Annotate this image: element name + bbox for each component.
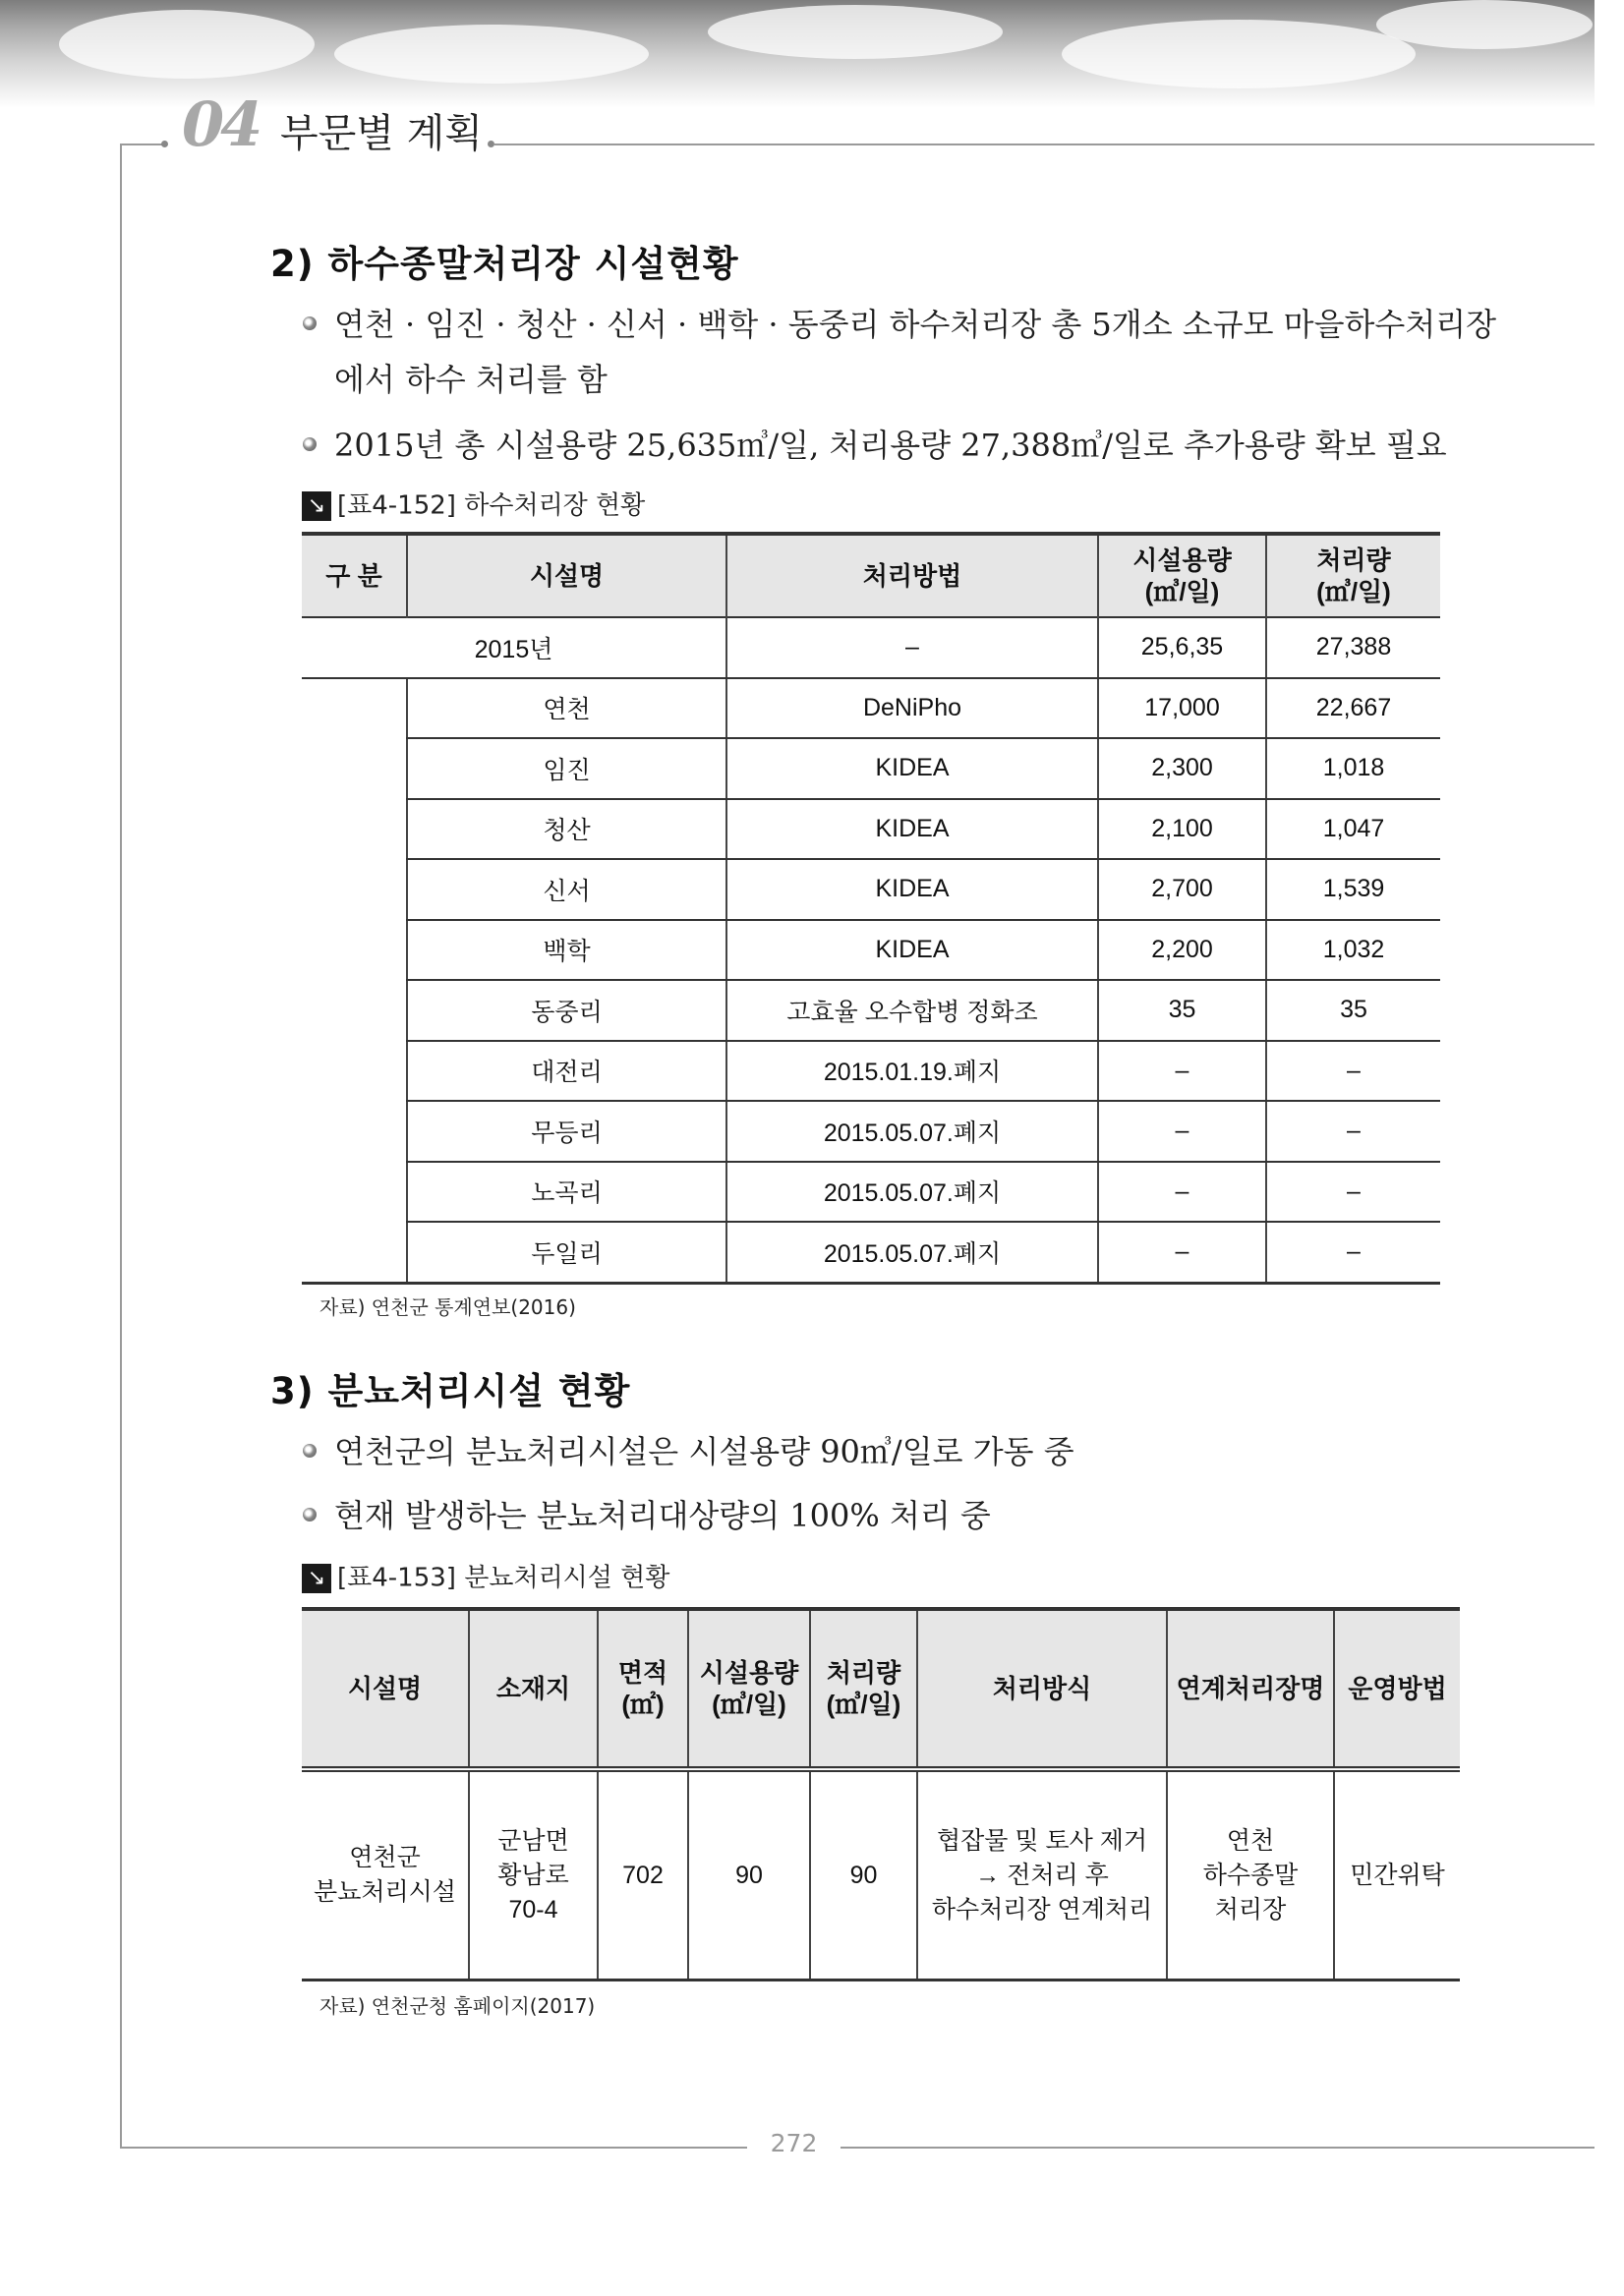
table-cell: 청산 (407, 799, 726, 860)
table-cell: 임진 (407, 738, 726, 799)
table-row (302, 1041, 1440, 1102)
table-cell: 1,539 (1266, 859, 1440, 920)
table-cell (302, 1222, 407, 1283)
table-cell: 2015.01.19.폐지 (726, 1041, 1098, 1102)
table-header-row (302, 534, 1440, 617)
column-header: 시설명 (302, 1609, 469, 1769)
table-cell (302, 678, 407, 739)
table-cell (302, 859, 407, 920)
table-cell: 2015.05.07.폐지 (726, 1101, 1098, 1162)
table-cell: 35 (1266, 980, 1440, 1041)
table-source: 자료) 연천군 통계연보(2016) (319, 1295, 576, 1319)
table-caption: ↘ [표4-153] 분뇨처리시설 현황 (302, 1561, 669, 1595)
table-cell: – (1266, 1222, 1440, 1283)
table-cell: 90 (810, 1769, 917, 1980)
table-cell (302, 799, 407, 860)
column-header: 시설용량 (㎥/일) (688, 1609, 810, 1769)
table-cell: DeNiPho (726, 678, 1098, 739)
table-row (302, 738, 1440, 799)
frame-line (120, 144, 164, 145)
table-cell: 2,700 (1098, 859, 1266, 920)
table-row (302, 1162, 1440, 1223)
table-row (302, 617, 1440, 678)
arrow-down-right-icon: ↘ (302, 1564, 331, 1593)
column-header: 연계처리장명 (1167, 1609, 1334, 1769)
frame-dot (161, 141, 168, 147)
table-row (302, 1101, 1440, 1162)
table-row (302, 1769, 1460, 1980)
table-cell: KIDEA (726, 799, 1098, 860)
table-cell: 1,018 (1266, 738, 1440, 799)
table-row (302, 920, 1440, 981)
column-header: 시설용량 (㎥/일) (1098, 534, 1266, 617)
table-cell: 22,667 (1266, 678, 1440, 739)
table-cell: 2,200 (1098, 920, 1266, 981)
table-caption: ↘ [표4-152] 하수처리장 현황 (302, 488, 645, 523)
table-cell: 27,388 (1266, 617, 1440, 678)
bullet-icon (303, 437, 317, 451)
table-cell: 17,000 (1098, 678, 1266, 739)
table-cell: 2015.05.07.폐지 (726, 1162, 1098, 1223)
table-cell: 25,6,35 (1098, 617, 1266, 678)
bullet-icon (303, 1508, 317, 1521)
table-cell: 2,300 (1098, 738, 1266, 799)
table-cell: 백학 (407, 920, 726, 981)
column-header: 처리방식 (917, 1609, 1167, 1769)
table-cell: KIDEA (726, 920, 1098, 981)
table-cell: – (1098, 1222, 1266, 1283)
table-cell: KIDEA (726, 738, 1098, 799)
table-cell: 신서 (407, 859, 726, 920)
table-cell: 협잡물 및 토사 제거 → 전처리 후 하수처리장 연계처리 (917, 1769, 1167, 1980)
table-cell: 35 (1098, 980, 1266, 1041)
frame-line (120, 2147, 747, 2149)
bullet-item (305, 300, 1496, 404)
column-header: 처리량 (㎥/일) (1266, 534, 1440, 617)
column-header: 구 분 (302, 534, 407, 617)
table-row (302, 799, 1440, 860)
section-3-title: 3) 분뇨처리시설 현황 (270, 1370, 631, 1412)
table-cell: – (1266, 1101, 1440, 1162)
chapter-title: 부문별 계획 (280, 111, 483, 156)
table-row (302, 678, 1440, 739)
table-cell: 1,032 (1266, 920, 1440, 981)
night-soil-facility-table (302, 1607, 1460, 1981)
frame-line (494, 144, 1595, 145)
bullet-item (305, 1491, 991, 1540)
table-cell (302, 1101, 407, 1162)
frame-line (841, 2147, 1595, 2149)
frame-dot (488, 141, 494, 147)
table-row (302, 1222, 1440, 1283)
table-cell: 대전리 (407, 1041, 726, 1102)
table-cell: 연천 (407, 678, 726, 739)
table-source: 자료) 연천군청 홈페이지(2017) (319, 1994, 596, 2018)
table-cell (302, 738, 407, 799)
bullet-icon (303, 1444, 317, 1458)
bullet-text: 에서 하수 처리를 함 (334, 361, 608, 398)
table-cell: 무등리 (407, 1101, 726, 1162)
table-cell: – (1098, 1041, 1266, 1102)
table-cell: 702 (598, 1769, 688, 1980)
table-cell: 연천 하수종말 처리장 (1167, 1769, 1334, 1980)
table-row (302, 980, 1440, 1041)
table-cell: KIDEA (726, 859, 1098, 920)
bullet-text: 연천 · 임진 · 청산 · 신서 · 백학 · 동중리 하수처리장 총 5개소 소규모 마을하수처리장 (334, 306, 1497, 343)
arrow-down-right-icon: ↘ (302, 491, 331, 521)
table-cell (302, 980, 407, 1041)
bullet-icon (303, 316, 317, 330)
column-header: 시설명 (407, 534, 726, 617)
table-cell: 2,100 (1098, 799, 1266, 860)
column-header: 운영방법 (1334, 1609, 1460, 1769)
column-header: 처리량 (㎥/일) (810, 1609, 917, 1769)
table-cell: 2015년 (302, 617, 726, 678)
table-cell: – (1266, 1041, 1440, 1102)
table-cell: – (726, 617, 1098, 678)
column-header: 처리방법 (726, 534, 1098, 617)
table-cell: 고효율 오수합병 정화조 (726, 980, 1098, 1041)
table-cell: 군남면 황남로 70-4 (469, 1769, 598, 1980)
section-2-title: 2) 하수종말처리장 시설현황 (270, 243, 739, 285)
table-cell: 노곡리 (407, 1162, 726, 1223)
page-number: 272 (770, 2129, 818, 2157)
bullet-text: 연천군의 분뇨처리시설은 시설용량 90㎥/일로 가동 중 (334, 1433, 1074, 1470)
table-cell: 2015.05.07.폐지 (726, 1222, 1098, 1283)
table-cell: – (1098, 1162, 1266, 1223)
table-cell (302, 920, 407, 981)
table-cell: – (1098, 1101, 1266, 1162)
frame-line (120, 144, 122, 2147)
table-cell: – (1266, 1162, 1440, 1223)
bullet-item (305, 421, 1447, 470)
table-cell: 두일리 (407, 1222, 726, 1283)
bullet-text: 2015년 총 시설용량 25,635㎥/일, 처리용량 27,388㎥/일로 추가용량 확보 필요 (334, 427, 1447, 464)
chapter-number: 04 (182, 88, 260, 160)
sewage-plant-table (302, 532, 1440, 1285)
bullet-text: 현재 발생하는 분뇨처리대상량의 100% 처리 중 (334, 1497, 991, 1534)
table-cell (302, 1041, 407, 1102)
table-cell: 동중리 (407, 980, 726, 1041)
table-cell: 연천군 분뇨처리시설 (302, 1769, 469, 1980)
table-cell: 90 (688, 1769, 810, 1980)
table-cell (302, 1162, 407, 1223)
column-header: 소재지 (469, 1609, 598, 1769)
table-cell: 민간위탁 (1334, 1769, 1460, 1980)
table-cell: 1,047 (1266, 799, 1440, 860)
column-header: 면적 (㎡) (598, 1609, 688, 1769)
bullet-item (305, 1427, 1074, 1476)
table-header-row (302, 1609, 1460, 1769)
table-row (302, 859, 1440, 920)
